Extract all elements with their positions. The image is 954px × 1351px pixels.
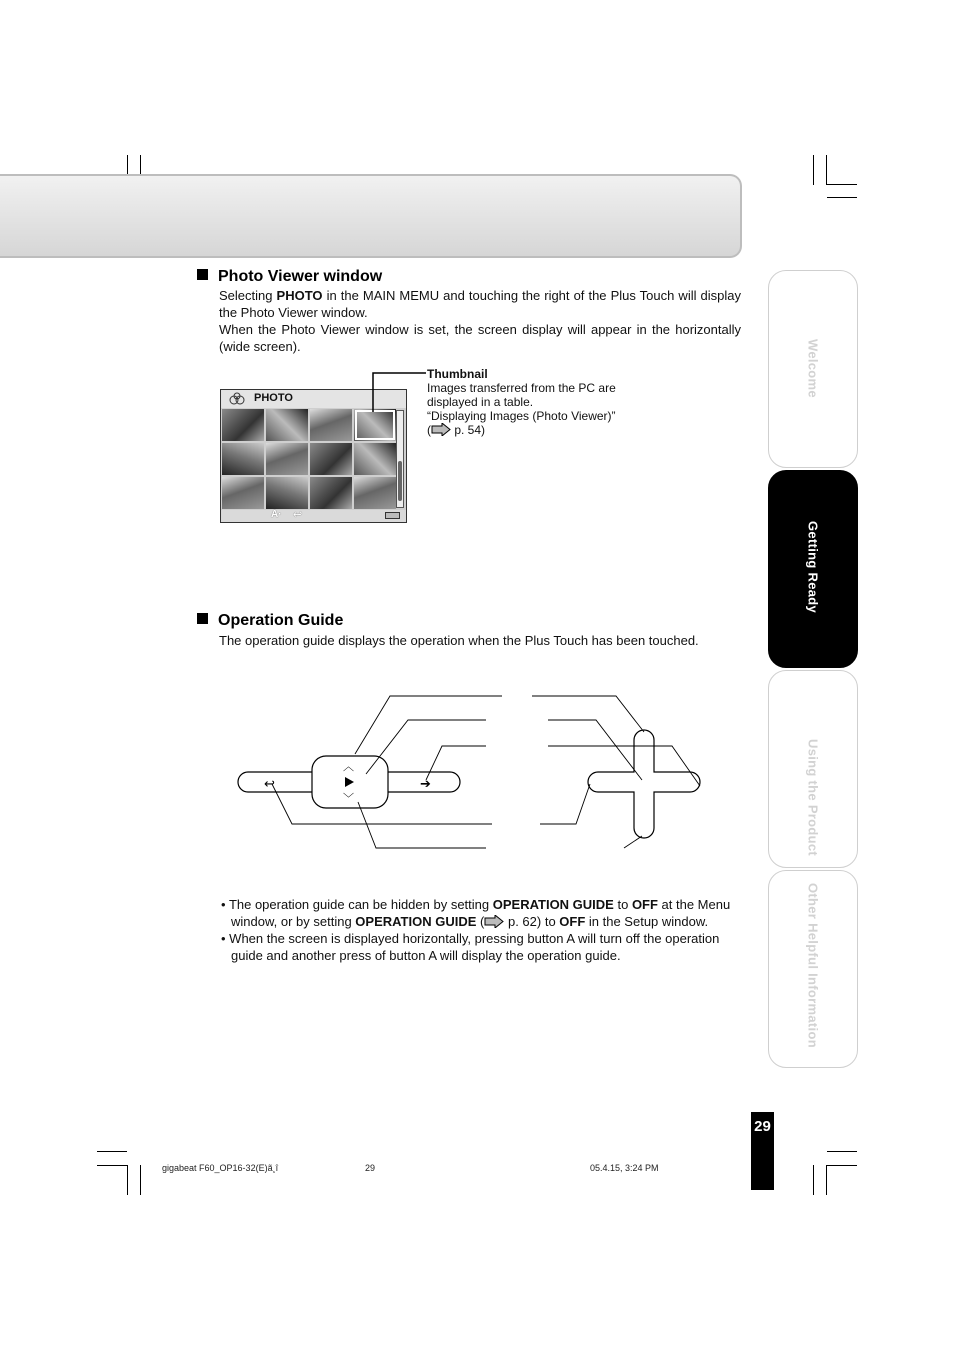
notes-list [221,896,741,964]
header-band [0,174,742,258]
bold-term: OPERATION GUIDE [492,897,614,912]
crop-mark [827,1151,857,1152]
callout-leader-line [370,370,430,415]
thumbnail-callout [427,367,657,437]
text-run: in the Setup window. [585,914,709,929]
return-icon: ↩ [264,777,275,792]
text-run: p. 62) to [504,914,560,929]
screen-status-bar [221,510,406,522]
reference-arrow-icon [484,915,504,928]
up-chevron-icon: ︿ [343,760,354,773]
text-run: When the screen is displayed horizontally, pressing button A will turn off the operation guide and another press of button A will display the operation guide. [229,931,720,963]
text-run: p. 54) [451,423,486,437]
photo-icon [229,392,245,406]
sidebar-tab-getting-ready[interactable] [768,470,858,668]
note-item: • When the screen is displayed horizontally, pressing button A will turn off the operation guide and another press of button A will display the operation guide. [221,931,720,963]
crop-mark [826,1165,827,1195]
bold-term: OFF [631,897,658,912]
footer-filename: gigabeat F60_OP16-32(E)ã¸î [162,1163,279,1173]
thumbnail[interactable] [310,443,352,475]
crop-mark [97,1151,127,1152]
text-run: Selecting [219,288,277,303]
bullet-square [197,269,208,280]
footer-date: 05.4.15, 3:24 PM [590,1163,659,1173]
reference-arrow-icon [431,423,451,436]
callout-reference [427,423,657,437]
photo-viewer-paragraph-1 [219,287,741,321]
tab-label: Welcome [805,339,821,398]
bold-term: OPERATION GUIDE [355,914,477,929]
tab-label: Using the Product [805,739,821,857]
section-heading-operation-guide [197,612,343,630]
crop-mark [827,184,857,185]
tab-label: Getting Ready [805,521,821,614]
thumbnail[interactable] [354,443,396,475]
text-run: The operation guide can be hidden by setting [228,897,493,912]
bold-term: PHOTO [276,288,323,303]
scroll-thumb[interactable] [398,461,402,501]
tab-label: Other Helpful Information [805,883,821,1048]
screen-title: PHOTO [254,392,293,404]
crop-mark [826,155,827,185]
sidebar-tab-welcome[interactable] [768,270,858,468]
crop-mark [97,1165,127,1166]
sidebar-tab-using-the-product[interactable] [768,670,858,868]
crop-mark [827,197,857,198]
callout-text: displayed in a table. [427,395,534,409]
crop-mark [813,155,814,185]
crop-mark [813,1165,814,1195]
text-run: to [613,897,632,912]
thumbnail[interactable] [222,409,264,441]
crop-mark [827,1165,857,1166]
thumbnail[interactable] [222,443,264,475]
thumbnail[interactable] [310,409,352,441]
note-item: • The operation guide can be hidden by setting OPERATION GUIDE to OFF at the Menu window, or by setting OPERATION GUIDE ( p. 62) to OFF in the Setup window. [221,897,731,929]
thumbnail[interactable] [354,477,396,509]
battery-icon [385,512,400,519]
photo-viewer-paragraph-2: When the Photo Viewer window is set, the screen display will appear in the horizontally (wide screen). [219,322,741,354]
heading-text: Photo Viewer window [218,268,383,285]
page-number: 29 [751,1112,774,1190]
down-chevron-icon: ﹀ [343,792,354,805]
callout-text: “Displaying Images (Photo Viewer)” [427,409,616,423]
right-arrow-icon: ➔ [420,777,431,792]
return-icon: ↩ [293,509,303,521]
section-heading-photo-viewer [197,268,382,286]
thumbnail-grid [222,409,394,510]
bold-term: OFF [559,914,586,929]
heading-text: Operation Guide [218,612,344,629]
callout-title: Thumbnail [427,367,488,381]
sidebar-tab-other-helpful-information[interactable] [768,870,858,1068]
crop-mark [127,1165,128,1195]
footer-page: 29 [365,1163,376,1173]
operation-guide-diagram [230,690,710,855]
bullet-square [197,613,208,624]
operation-guide-paragraph: The operation guide displays the operation when the Plus Touch has been touched. [219,633,699,648]
thumbnail[interactable] [266,443,308,475]
text-run: ( [427,423,431,437]
thumbnail[interactable] [310,477,352,509]
text-run: ( [476,914,485,929]
scrollbar[interactable] [396,410,404,508]
text-run: in the MAIN MEMU and touching the right of the Plus Touch will display the Photo Viewer window. [219,288,741,320]
callout-text: Images transferred from the PC are [427,381,616,395]
thumbnail[interactable] [266,477,308,509]
thumbnail[interactable] [222,477,264,509]
thumbnail[interactable] [266,409,308,441]
button-a-guide: A· [271,509,282,520]
crop-mark [140,1165,141,1195]
text-run: at the Menu window, or by setting [231,897,731,929]
